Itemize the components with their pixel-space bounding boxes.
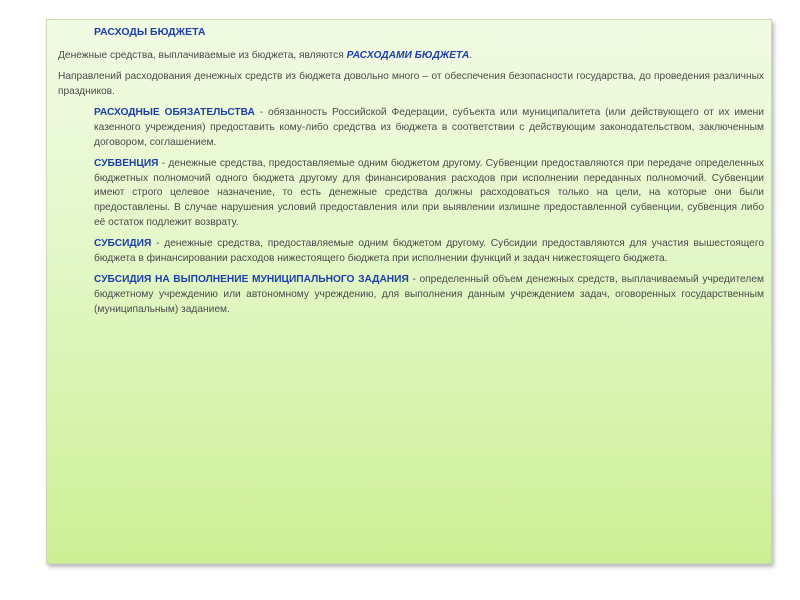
- definition-subsidy-municipal-task: - определенный объем денежных средств, выплачиваемый учредителем бюджетному учреждению или автономному учреждению, для выполнения данным учреждением задач, оговоренных государственным (муниципальным) заданием.: [94, 274, 764, 315]
- paragraph-end: .: [469, 49, 473, 61]
- paragraph-subsidy-municipal-task: [58, 273, 764, 317]
- definition-obligations: - обязанность Российской Федерации, субъекта или муниципалитета (или действующего от их имени казенного учреждения) предоставить кому-либо средства из бюджета в соответствии с действующим законодательством, заключенным договором, соглашением.: [94, 107, 764, 148]
- paragraph-subvention: [58, 157, 764, 230]
- term-obligations: РАСХОДНЫЕ ОБЯЗАТЕЛЬСТВА: [94, 107, 255, 119]
- highlight-budget-expenses: РАСХОДАМИ БЮДЖЕТА: [346, 49, 470, 61]
- paragraph-budget-expenses: [58, 49, 764, 64]
- paragraph-subsidy: [58, 237, 764, 266]
- slide: [46, 19, 772, 564]
- term-subsidy: СУБСИДИЯ: [94, 238, 152, 250]
- paragraph-obligations: [58, 106, 764, 150]
- term-subsidy-municipal-task: СУБСИДИЯ НА ВЫПОЛНЕНИЕ МУНИЦИПАЛЬНОГО ЗАДАНИЯ: [94, 274, 409, 286]
- paragraph-text: Денежные средства, выплачиваемые из бюджета, являются: [58, 49, 347, 61]
- paragraph-directions: Направлений расходования денежных средств из бюджета довольно много – от обеспечения безопасности государства, до проведения различных праздников.: [58, 71, 764, 97]
- term-subvention: СУБВЕНЦИЯ: [94, 158, 159, 170]
- slide-title: РАСХОДЫ БЮДЖЕТА: [94, 26, 206, 38]
- slide-content: [58, 25, 764, 324]
- definition-subsidy: - денежные средства, предоставляемые одним бюджетом другому. Субсидии предоставляются для участия вышестоящего бюджета в финансировании расходов нижестоящего бюджета при исполнении функций и задач нижестоящего бюджета.: [94, 238, 764, 264]
- definition-subvention: - денежные средства, предоставляемые одним бюджетом другому. Субвенции предоставляются при передаче определенных бюджетных полномочий одного бюджета другому для финансирования расходов при исполнении переданных полномочий. Субвенции имеют строго целевое назначение, то есть денежные средства должны расходоваться только на цели, на которые они были предоставлены. В случае нарушения условий предоставления или при выявлении излишне предоставленной субвенции, субвенция либо её остаток подлежит возврату.: [94, 158, 764, 228]
